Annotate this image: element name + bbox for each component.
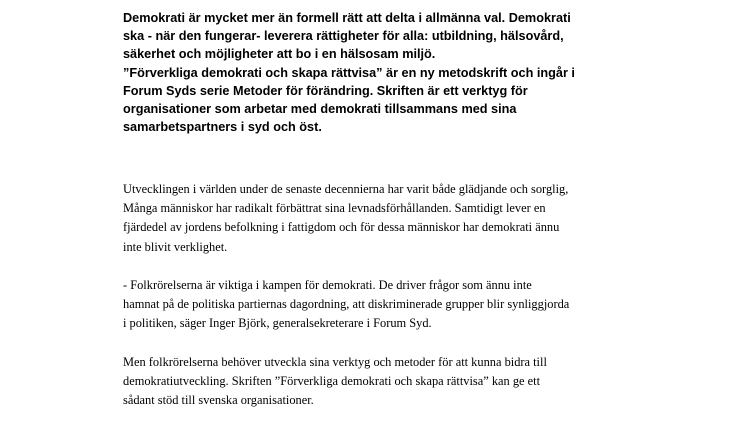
text-line: säkerhet och möjligheter att bo i en hälsosam miljö. (123, 47, 436, 62)
text-line: Forum Syds serie Metoder för förändring. Skriften är ett verktyg för (123, 83, 528, 98)
body-paragraph (123, 353, 643, 411)
text-line: sådant stöd till svenska organisationer. (123, 393, 314, 408)
text-line: demokratiutveckling. Skriften ”Förverkliga demokrati och skapa rättvisa” kan ge ett (123, 374, 541, 388)
text-line: inte blivit verklighet. (123, 239, 228, 254)
text-line: Demokrati är mycket mer än formell rätt att delta i allmänna val. Demokrati (123, 11, 571, 25)
body-section (123, 180, 643, 430)
text-line: ”Förverkliga demokrati och skapa rättvisa” är en ny metodskrift och ingår i (123, 65, 575, 80)
text-line: Men folkrörelserna behöver utveckla sina verktyg och metoder för att kunna bidra till (123, 354, 547, 369)
text-line: fjärdedel av jordens befolkning i fattigdom och för dessa människor har demokrati ännu (123, 220, 560, 235)
text-line: ska - när den fungerar- leverera rättigheter för alla: utbildning, hälsovård, (123, 29, 564, 44)
body-paragraph (123, 180, 643, 257)
text-line: hamnat på de politiska partiernas dagordning, att diskriminerade grupper blir synliggjorda (123, 297, 570, 312)
lead-paragraph (123, 64, 643, 137)
lead-paragraph (123, 9, 643, 64)
text-line: i politiken, säger Inger Björk, generalsekreterare i Forum Syd. (123, 316, 432, 331)
text-line: Utvecklingen i världen under de senaste decennierna har varit både glädjande och sorglig, (123, 182, 569, 196)
text-line: - Folkrörelserna är viktiga i kampen för demokrati. De driver frågor som ännu inte (123, 278, 532, 292)
lead-section (123, 9, 643, 136)
text-line: samarbetspartners i syd och öst. (123, 120, 322, 135)
body-paragraph (123, 276, 643, 334)
text-line: Många människor har radikalt förbättrat sina levnadsförhållanden. Samtidigt lever en (123, 201, 546, 216)
text-line: organisationer som arbetar med demokrati tillsammans med sina (123, 102, 517, 117)
